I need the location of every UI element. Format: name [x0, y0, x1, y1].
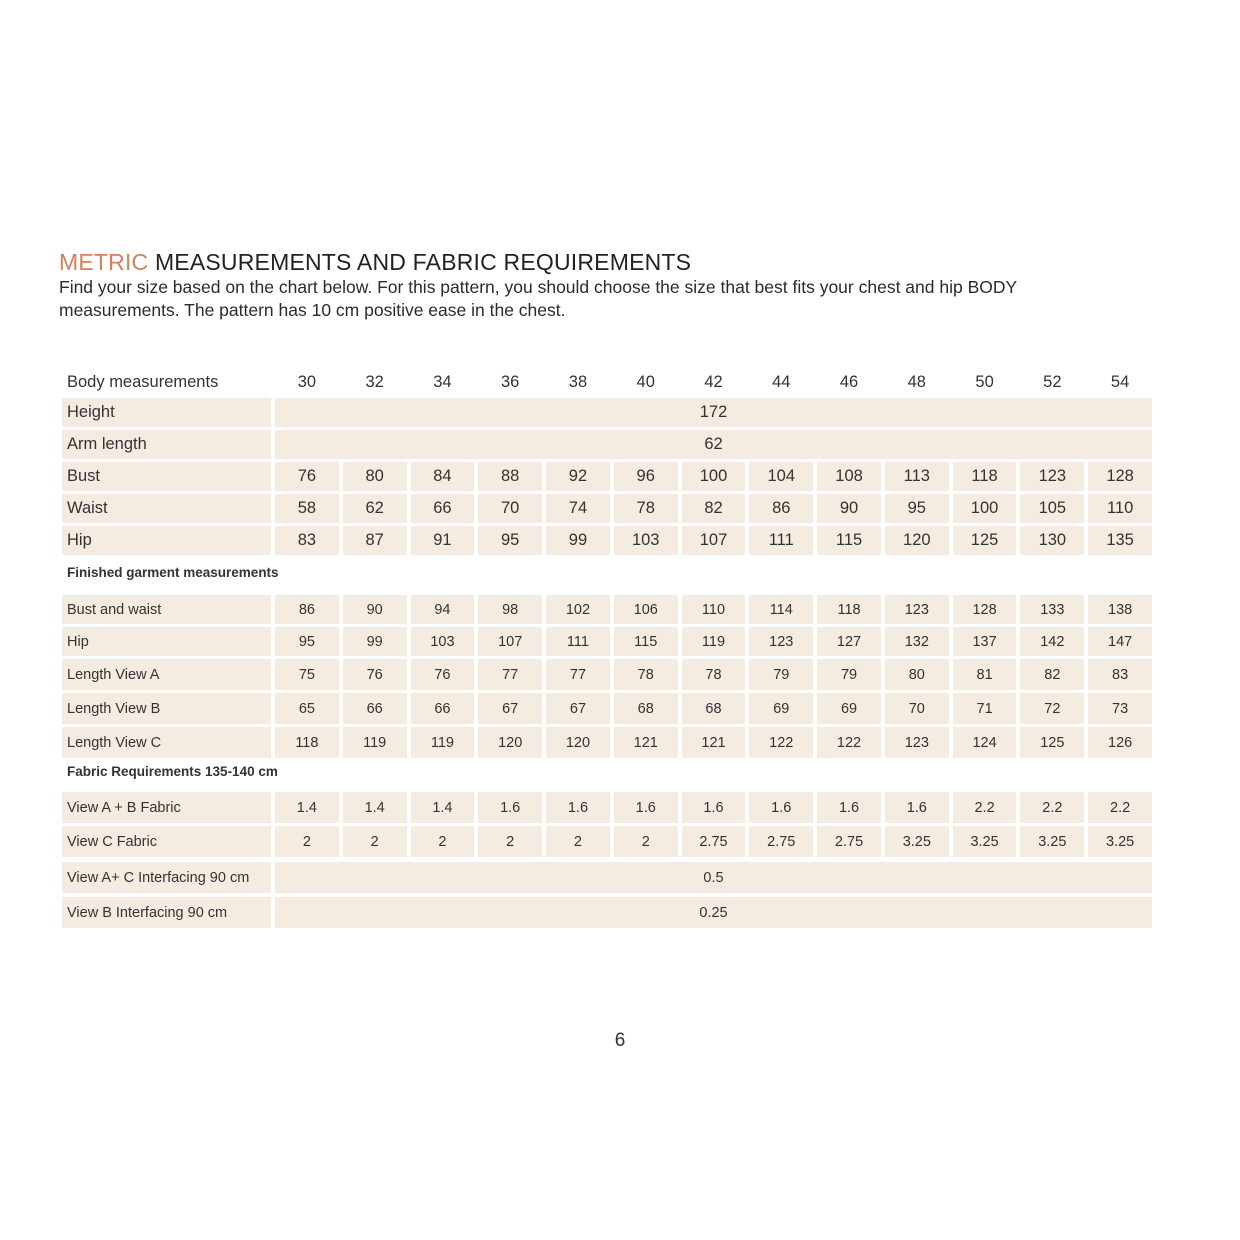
value-cell: 2.2 [1088, 792, 1152, 823]
size-header-cell: 36 [501, 373, 520, 391]
value-cell: 83 [275, 526, 339, 555]
value-cell: 68 [614, 693, 678, 724]
value-cell: 2.75 [682, 826, 746, 857]
title-main: MEASUREMENTS AND FABRIC REQUIREMENTS [154, 249, 692, 275]
header-label: Body measurements [67, 373, 219, 391]
row-label: View B Interfacing 90 cm [62, 897, 271, 928]
row-label: Hip [62, 526, 271, 555]
table-row [62, 398, 1152, 427]
value-cell: 103 [614, 526, 678, 555]
value-cell: 82 [682, 494, 746, 523]
value-cell: 1.6 [614, 792, 678, 823]
value-cell: 99 [546, 526, 610, 555]
value-cell: 123 [749, 627, 813, 656]
value-cell: 127 [817, 627, 881, 656]
value-cell: 110 [1088, 494, 1152, 523]
value-cell: 113 [885, 462, 949, 491]
value-cell: 95 [478, 526, 542, 555]
value-cell: 2 [411, 826, 475, 857]
value-cell: 86 [275, 595, 339, 624]
value-cell: 105 [1020, 494, 1084, 523]
value-cell: 1.6 [749, 792, 813, 823]
row-label: View A+ C Interfacing 90 cm [62, 862, 271, 893]
value-cell: 1.4 [343, 792, 407, 823]
value-cell: 1.4 [411, 792, 475, 823]
value-cell: 100 [953, 494, 1017, 523]
value-cell: 121 [682, 727, 746, 758]
value-cell: 102 [546, 595, 610, 624]
value-cell: 99 [343, 627, 407, 656]
value-cell: 125 [1020, 727, 1084, 758]
value-cell: 77 [546, 659, 610, 690]
value-cell: 71 [953, 693, 1017, 724]
size-header-cell: 50 [975, 373, 994, 391]
table-row [62, 693, 1152, 724]
value-cell: 121 [614, 727, 678, 758]
value-cell: 119 [682, 627, 746, 656]
value-cell: 142 [1020, 627, 1084, 656]
value-cell: 67 [546, 693, 610, 724]
value-cell: 62 [343, 494, 407, 523]
value-cell: 107 [682, 526, 746, 555]
value-cell: 88 [478, 462, 542, 491]
value-cell: 132 [885, 627, 949, 656]
value-cell: 1.6 [478, 792, 542, 823]
span-value-cell: 62 [275, 430, 1152, 459]
value-cell: 66 [411, 494, 475, 523]
intro-line-1: Find your size based on the chart below. For this pattern, you should choose the size that best fits your chest and hip BODY [59, 277, 1018, 297]
value-cell: 80 [343, 462, 407, 491]
value-cell: 2 [343, 826, 407, 857]
table-row [62, 430, 1152, 459]
value-cell: 69 [749, 693, 813, 724]
value-cell: 118 [953, 462, 1017, 491]
table-row [62, 659, 1152, 690]
value-cell: 76 [411, 659, 475, 690]
value-cell: 118 [275, 727, 339, 758]
value-cell: 107 [478, 627, 542, 656]
value-cell: 100 [682, 462, 746, 491]
value-cell: 120 [885, 526, 949, 555]
size-header-cell: 42 [704, 373, 723, 391]
value-cell: 96 [614, 462, 678, 491]
intro-line-2: measurements. The pattern has 10 cm positive ease in the chest. [59, 300, 566, 320]
value-cell: 118 [817, 595, 881, 624]
value-cell: 138 [1088, 595, 1152, 624]
table-header-row [62, 367, 1152, 398]
size-header-cell: 44 [772, 373, 791, 391]
value-cell: 79 [817, 659, 881, 690]
table-row [62, 462, 1152, 491]
page-number: 6 [614, 1030, 626, 1051]
value-cell: 1.6 [682, 792, 746, 823]
row-label: Hip [62, 627, 271, 656]
value-cell: 66 [343, 693, 407, 724]
row-label: Arm length [62, 430, 271, 459]
value-cell: 137 [953, 627, 1017, 656]
value-cell: 3.25 [1088, 826, 1152, 857]
value-cell: 78 [682, 659, 746, 690]
value-cell: 2.75 [749, 826, 813, 857]
table-row [62, 595, 1152, 624]
value-cell: 3.25 [953, 826, 1017, 857]
value-cell: 2 [546, 826, 610, 857]
row-label: Length View C [62, 727, 271, 758]
value-cell: 119 [411, 727, 475, 758]
value-cell: 111 [546, 627, 610, 656]
value-cell: 67 [478, 693, 542, 724]
value-cell: 122 [749, 727, 813, 758]
value-cell: 3.25 [885, 826, 949, 857]
value-cell: 2 [275, 826, 339, 857]
row-label: View A + B Fabric [62, 792, 271, 823]
size-header-cell: 48 [907, 373, 926, 391]
row-label: View C Fabric [62, 826, 271, 857]
table-row [62, 494, 1152, 523]
table-row [62, 526, 1152, 555]
value-cell: 74 [546, 494, 610, 523]
value-cell: 94 [411, 595, 475, 624]
row-label: Height [62, 398, 271, 427]
span-value-cell: 172 [275, 398, 1152, 427]
size-chart-table [62, 0, 1152, 1240]
value-cell: 110 [682, 595, 746, 624]
value-cell: 87 [343, 526, 407, 555]
value-cell: 106 [614, 595, 678, 624]
value-cell: 1.6 [546, 792, 610, 823]
value-cell: 122 [817, 727, 881, 758]
value-cell: 135 [1088, 526, 1152, 555]
value-cell: 1.4 [275, 792, 339, 823]
value-cell: 69 [817, 693, 881, 724]
value-cell: 82 [1020, 659, 1084, 690]
value-cell: 128 [953, 595, 1017, 624]
table-row [62, 862, 1152, 893]
row-label: Length View A [62, 659, 271, 690]
value-cell: 78 [614, 659, 678, 690]
value-cell: 76 [275, 462, 339, 491]
value-cell: 123 [885, 727, 949, 758]
fabric-section-title: Fabric Requirements 135-140 cm [67, 764, 278, 779]
table-row [62, 627, 1152, 656]
size-header-cell: 54 [1110, 373, 1130, 391]
value-cell: 91 [411, 526, 475, 555]
value-cell: 68 [682, 693, 746, 724]
value-cell: 90 [343, 595, 407, 624]
table-row [62, 826, 1152, 857]
size-header-cell: 38 [568, 373, 588, 391]
value-cell: 114 [749, 595, 813, 624]
size-header-cell: 32 [365, 373, 384, 391]
value-cell: 72 [1020, 693, 1084, 724]
value-cell: 75 [275, 659, 339, 690]
value-cell: 86 [749, 494, 813, 523]
span-value-cell: 0.25 [275, 897, 1152, 928]
value-cell: 2 [614, 826, 678, 857]
finished-section-title: Finished garment measurements [67, 565, 279, 580]
row-label: Waist [62, 494, 271, 523]
value-cell: 90 [817, 494, 881, 523]
table-row [62, 792, 1152, 823]
value-cell: 3.25 [1020, 826, 1084, 857]
value-cell: 65 [275, 693, 339, 724]
table-row [62, 727, 1152, 758]
value-cell: 2.75 [817, 826, 881, 857]
value-cell: 103 [411, 627, 475, 656]
value-cell: 104 [749, 462, 813, 491]
value-cell: 111 [749, 526, 813, 555]
value-cell: 115 [817, 526, 881, 555]
value-cell: 98 [478, 595, 542, 624]
value-cell: 119 [343, 727, 407, 758]
value-cell: 147 [1088, 627, 1152, 656]
table-row [62, 897, 1152, 928]
value-cell: 126 [1088, 727, 1152, 758]
row-label: Bust [62, 462, 271, 491]
value-cell: 108 [817, 462, 881, 491]
value-cell: 84 [411, 462, 475, 491]
value-cell: 92 [546, 462, 610, 491]
size-header-cell: 46 [839, 373, 859, 391]
value-cell: 123 [885, 595, 949, 624]
value-cell: 2 [478, 826, 542, 857]
row-label: Length View B [62, 693, 271, 724]
value-cell: 78 [614, 494, 678, 523]
value-cell: 95 [275, 627, 339, 656]
value-cell: 58 [275, 494, 339, 523]
title-accent: METRIC [59, 249, 149, 275]
value-cell: 1.6 [885, 792, 949, 823]
value-cell: 81 [953, 659, 1017, 690]
value-cell: 133 [1020, 595, 1084, 624]
value-cell: 77 [478, 659, 542, 690]
value-cell: 73 [1088, 693, 1152, 724]
value-cell: 70 [478, 494, 542, 523]
value-cell: 120 [546, 727, 610, 758]
value-cell: 80 [885, 659, 949, 690]
value-cell: 83 [1088, 659, 1152, 690]
value-cell: 125 [953, 526, 1017, 555]
value-cell: 79 [749, 659, 813, 690]
value-cell: 128 [1088, 462, 1152, 491]
value-cell: 130 [1020, 526, 1084, 555]
value-cell: 66 [411, 693, 475, 724]
span-value-cell: 0.5 [275, 862, 1152, 893]
value-cell: 1.6 [817, 792, 881, 823]
value-cell: 76 [343, 659, 407, 690]
value-cell: 2.2 [1020, 792, 1084, 823]
row-label: Bust and waist [62, 595, 271, 624]
size-header-cell: 40 [636, 373, 655, 391]
size-header-cell: 34 [433, 373, 452, 391]
value-cell: 95 [885, 494, 949, 523]
value-cell: 120 [478, 727, 542, 758]
value-cell: 123 [1020, 462, 1084, 491]
value-cell: 115 [614, 627, 678, 656]
value-cell: 2.2 [953, 792, 1017, 823]
size-header-cell: 52 [1043, 373, 1062, 391]
size-header-cell: 30 [297, 373, 317, 391]
value-cell: 124 [953, 727, 1017, 758]
value-cell: 70 [885, 693, 949, 724]
